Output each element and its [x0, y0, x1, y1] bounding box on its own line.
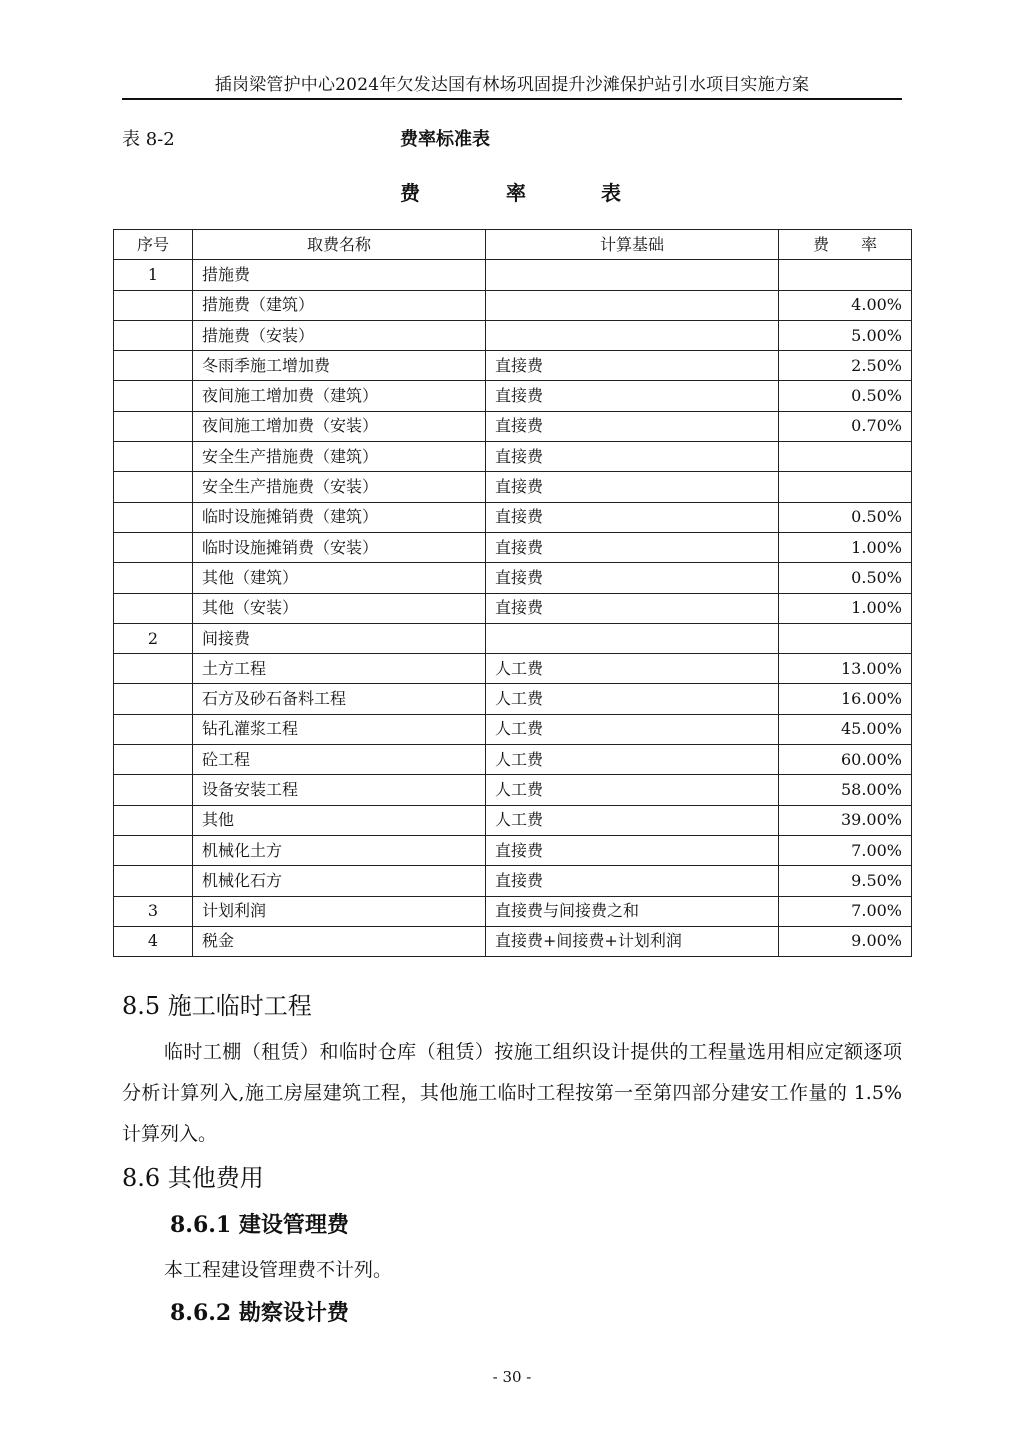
table-row: [114, 745, 912, 775]
cell-basis: 直接费: [486, 563, 779, 593]
cell-name: 冬雨季施工增加费: [193, 351, 486, 381]
cell-basis: 人工费: [486, 805, 779, 835]
document-header: 插岗梁管护中心2024年欠发达国有林场巩固提升沙滩保护站引水项目实施方案: [214, 75, 810, 95]
cell-name: 砼工程: [193, 745, 486, 775]
cell-basis: 人工费: [486, 714, 779, 744]
table-row: [114, 290, 912, 320]
cell-basis: 直接费+间接费+计划利润: [486, 926, 779, 956]
cell-no: [114, 745, 193, 775]
cell-rate: 58.00%: [779, 775, 912, 805]
cell-name: 间接费: [193, 623, 486, 653]
cell-rate: [779, 442, 912, 472]
cell-no: [114, 472, 193, 502]
column-header-no: 序号: [114, 230, 193, 260]
page-number: - 30 -: [492, 1368, 532, 1386]
cell-no: [114, 654, 193, 684]
table-row: [114, 320, 912, 350]
table-row: [114, 805, 912, 835]
cell-no: [114, 351, 193, 381]
cell-basis: 直接费: [486, 502, 779, 532]
cell-no: [114, 563, 193, 593]
table-row: [114, 654, 912, 684]
section-8-5-text: 临时工棚（租赁）和临时仓库（租赁）按施工组织设计提供的工程量选用相应定额逐项分析计算列入,施工房屋建筑工程，其他施工临时工程按第一至第四部分建安工作量的 1.5%计算列入。: [122, 1041, 902, 1145]
cell-rate: 5.00%: [779, 320, 912, 350]
cell-basis: 直接费: [486, 351, 779, 381]
cell-rate: 9.00%: [779, 926, 912, 956]
table-row: [114, 381, 912, 411]
cell-no: [114, 866, 193, 896]
cell-no: 4: [114, 926, 193, 956]
cell-basis: [486, 623, 779, 653]
cell-name: 石方及砂石备料工程: [193, 684, 486, 714]
table-row: [114, 835, 912, 865]
cell-basis: 直接费: [486, 532, 779, 562]
table-row: [114, 684, 912, 714]
cell-basis: [486, 260, 779, 290]
cell-rate: 16.00%: [779, 684, 912, 714]
cell-basis: 直接费: [486, 442, 779, 472]
cell-name: 计划利润: [193, 896, 486, 926]
cell-rate: 60.00%: [779, 745, 912, 775]
cell-basis: 人工费: [486, 745, 779, 775]
cell-basis: 人工费: [486, 684, 779, 714]
cell-name: 其他（建筑）: [193, 563, 486, 593]
table-row: [114, 714, 912, 744]
cell-no: [114, 684, 193, 714]
cell-rate: 2.50%: [779, 351, 912, 381]
cell-name: 临时设施摊销费（安装）: [193, 532, 486, 562]
cell-name: 夜间施工增加费（建筑）: [193, 381, 486, 411]
table-row: [114, 442, 912, 472]
cell-basis: 直接费: [486, 411, 779, 441]
cell-rate: [779, 472, 912, 502]
cell-no: [114, 381, 193, 411]
table-number: 表 8-2: [122, 129, 175, 150]
cell-no: 2: [114, 623, 193, 653]
table-row: [114, 411, 912, 441]
cell-name: 安全生产措施费（安装）: [193, 472, 486, 502]
cell-name: 设备安装工程: [193, 775, 486, 805]
table-row: [114, 593, 912, 623]
cell-name: 措施费: [193, 260, 486, 290]
table-heading-char: 费: [400, 181, 420, 205]
section-8-5-title: 8.5 施工临时工程: [122, 992, 312, 1020]
table-row: [114, 896, 912, 926]
table-row: [114, 866, 912, 896]
cell-basis: 人工费: [486, 654, 779, 684]
cell-name: 税金: [193, 926, 486, 956]
table-row: [114, 563, 912, 593]
section-8-6-1-text: 本工程建设管理费不计列。: [164, 1259, 393, 1281]
cell-no: 3: [114, 896, 193, 926]
cell-no: [114, 320, 193, 350]
cell-basis: 直接费与间接费之和: [486, 896, 779, 926]
cell-no: [114, 502, 193, 532]
cell-rate: [779, 623, 912, 653]
cell-name: 措施费（安装）: [193, 320, 486, 350]
cell-rate: 0.50%: [779, 381, 912, 411]
cell-no: [114, 411, 193, 441]
cell-name: 土方工程: [193, 654, 486, 684]
cell-name: 其他: [193, 805, 486, 835]
cell-basis: [486, 290, 779, 320]
cell-rate: 4.00%: [779, 290, 912, 320]
cell-name: 夜间施工增加费（安装）: [193, 411, 486, 441]
cell-rate: 0.50%: [779, 502, 912, 532]
cell-rate: 7.00%: [779, 896, 912, 926]
cell-no: [114, 290, 193, 320]
cell-basis: 直接费: [486, 472, 779, 502]
table-heading-char: 表: [601, 181, 621, 205]
cell-no: [114, 442, 193, 472]
cell-no: [114, 775, 193, 805]
table-row: [114, 775, 912, 805]
cell-name: 钻孔灌浆工程: [193, 714, 486, 744]
table-row: [114, 351, 912, 381]
cell-rate: 45.00%: [779, 714, 912, 744]
rates-table: [113, 229, 912, 957]
cell-basis: 人工费: [486, 775, 779, 805]
cell-rate: 0.70%: [779, 411, 912, 441]
cell-name: 机械化土方: [193, 835, 486, 865]
table-header-row: [114, 230, 912, 260]
cell-name: 措施费（建筑）: [193, 290, 486, 320]
cell-no: [114, 714, 193, 744]
table-row: [114, 472, 912, 502]
cell-name: 机械化石方: [193, 866, 486, 896]
header-rule: [122, 98, 902, 100]
column-header-name: 取费名称: [193, 230, 486, 260]
cell-rate: 7.00%: [779, 835, 912, 865]
cell-no: [114, 593, 193, 623]
cell-rate: 9.50%: [779, 866, 912, 896]
cell-rate: 39.00%: [779, 805, 912, 835]
section-8-6-1-title: 8.6.1 建设管理费: [170, 1212, 349, 1238]
cell-rate: [779, 260, 912, 290]
table-row: [114, 260, 912, 290]
cell-no: 1: [114, 260, 193, 290]
column-header-basis: 计算基础: [486, 230, 779, 260]
cell-name: 安全生产措施费（建筑）: [193, 442, 486, 472]
cell-basis: 直接费: [486, 593, 779, 623]
table-row: [114, 623, 912, 653]
cell-rate: 1.00%: [779, 532, 912, 562]
cell-no: [114, 532, 193, 562]
cell-no: [114, 835, 193, 865]
cell-name: 临时设施摊销费（建筑）: [193, 502, 486, 532]
table-row: [114, 532, 912, 562]
cell-name: 其他（安装）: [193, 593, 486, 623]
table-row: [114, 502, 912, 532]
cell-rate: 0.50%: [779, 563, 912, 593]
column-header-rate: 费 率: [779, 230, 912, 260]
cell-basis: [486, 320, 779, 350]
cell-no: [114, 805, 193, 835]
table-caption: 费率标准表: [400, 129, 490, 150]
cell-rate: 1.00%: [779, 593, 912, 623]
cell-basis: 直接费: [486, 835, 779, 865]
rates-table-body: [114, 260, 912, 957]
cell-basis: 直接费: [486, 381, 779, 411]
table-row: [114, 926, 912, 956]
table-heading-char: 率: [506, 181, 526, 205]
section-8-6-2-title: 8.6.2 勘察设计费: [170, 1300, 349, 1326]
cell-rate: 13.00%: [779, 654, 912, 684]
cell-basis: 直接费: [486, 866, 779, 896]
section-8-6-title: 8.6 其他费用: [122, 1164, 264, 1192]
